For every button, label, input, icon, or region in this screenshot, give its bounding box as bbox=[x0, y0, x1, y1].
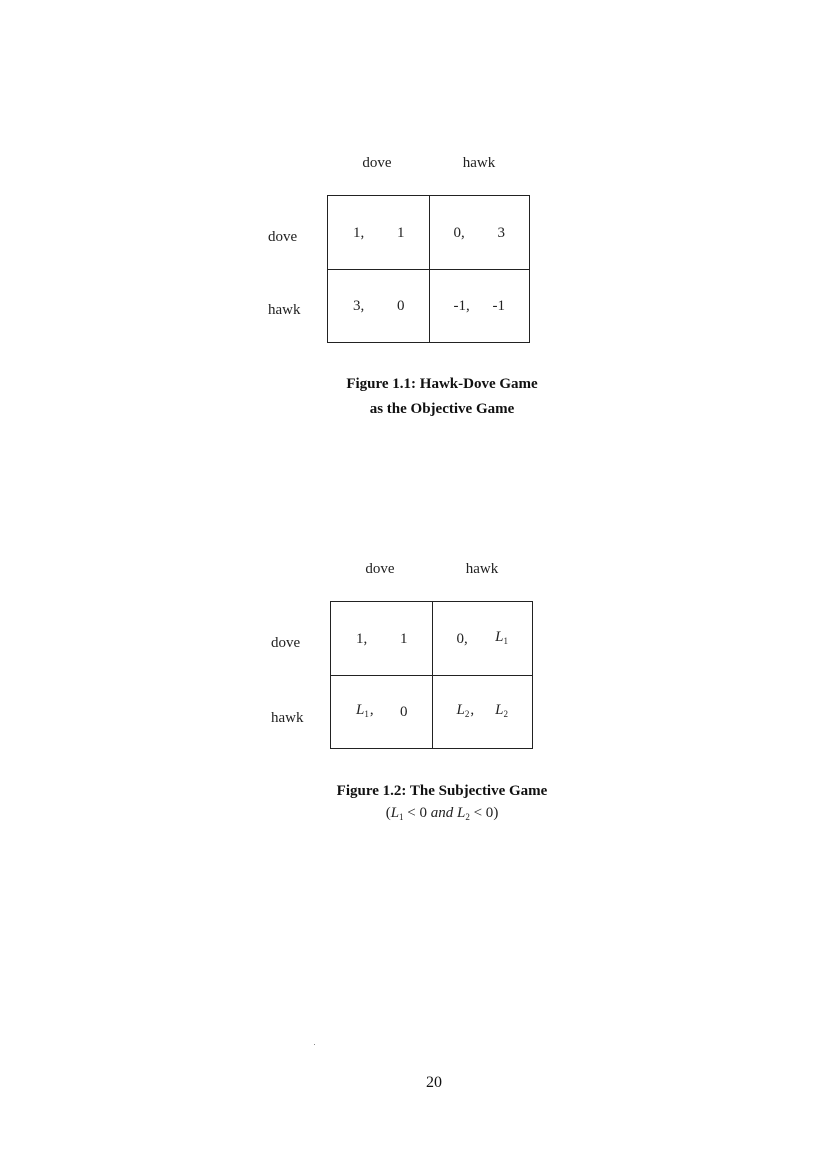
payoff-matrix bbox=[327, 195, 530, 343]
payoff-row-player bbox=[356, 701, 374, 723]
cell-dove-hawk bbox=[432, 602, 533, 675]
paren-close: ) bbox=[493, 805, 499, 821]
paren-open: ( bbox=[385, 805, 391, 821]
row-header-hawk: hawk bbox=[271, 710, 304, 726]
cell-hawk-hawk bbox=[429, 269, 530, 342]
cell-dove-dove bbox=[331, 602, 432, 675]
symbol-subscript: 1 bbox=[503, 635, 508, 646]
payoff-column-player: 3 bbox=[497, 224, 505, 241]
payoff-row-player bbox=[457, 701, 475, 723]
symbol-l: L bbox=[356, 701, 365, 718]
payoff-row-player: 3, bbox=[353, 297, 365, 314]
figure-caption-subtitle: as the Objective Game bbox=[369, 401, 515, 417]
payoff-row-player: 1, bbox=[353, 224, 365, 241]
payoff-row-player: 1, bbox=[356, 630, 368, 647]
symbol-l: L bbox=[457, 805, 466, 821]
payoff-column-player: 1 bbox=[397, 224, 405, 241]
column-header-hawk: hawk bbox=[462, 155, 496, 171]
row-header-dove: dove bbox=[268, 229, 298, 245]
page-number: 20 bbox=[426, 1074, 442, 1091]
cell-hawk-dove bbox=[328, 269, 429, 342]
symbol-l: L bbox=[495, 628, 504, 645]
row-header-hawk: hawk bbox=[268, 302, 301, 318]
symbol-l: L bbox=[456, 701, 465, 718]
column-header-dove: dove bbox=[365, 561, 395, 577]
payoff-column-player: 0 bbox=[397, 297, 405, 314]
payoff-matrix bbox=[330, 601, 533, 749]
figure-caption-title: Figure 1.1: Hawk-Dove Game bbox=[346, 376, 538, 392]
payoff-column-player bbox=[495, 701, 508, 723]
symbol-subscript: 2 bbox=[503, 708, 508, 719]
conjunction-text: and bbox=[430, 805, 454, 821]
payoff-row-player: -1, bbox=[453, 297, 470, 314]
payoff-row-player: 0, bbox=[453, 224, 465, 241]
scan-speck bbox=[314, 1044, 315, 1045]
payoff-column-player: 1 bbox=[400, 630, 408, 647]
comma-separator: , bbox=[369, 701, 374, 718]
cell-hawk-dove bbox=[331, 675, 432, 748]
inequality-text: < 0 bbox=[469, 805, 494, 821]
payoff-row-player: 0, bbox=[456, 630, 468, 647]
column-header-hawk: hawk bbox=[465, 561, 499, 577]
symbol-l: L bbox=[495, 701, 504, 718]
symbol-subscript: 1 bbox=[399, 812, 404, 822]
symbol-l: L bbox=[390, 805, 400, 821]
figure-caption-condition bbox=[0, 803, 827, 827]
row-header-dove: dove bbox=[271, 635, 301, 651]
symbol-subscript: 2 bbox=[465, 812, 470, 822]
payoff-column-player bbox=[495, 628, 508, 650]
column-header-dove: dove bbox=[362, 155, 392, 171]
symbol-subscript: 2 bbox=[464, 708, 470, 719]
payoff-column-player: -1 bbox=[492, 297, 505, 314]
figure-caption-title: Figure 1.2: The Subjective Game bbox=[336, 783, 548, 799]
symbol-subscript: 1 bbox=[364, 708, 369, 719]
cell-dove-hawk bbox=[429, 196, 530, 269]
payoff-column-player: 0 bbox=[400, 703, 408, 720]
comma-separator: , bbox=[470, 701, 475, 718]
inequality-text: < 0 bbox=[403, 805, 431, 821]
cell-hawk-hawk bbox=[432, 675, 533, 748]
cell-dove-dove bbox=[328, 196, 429, 269]
